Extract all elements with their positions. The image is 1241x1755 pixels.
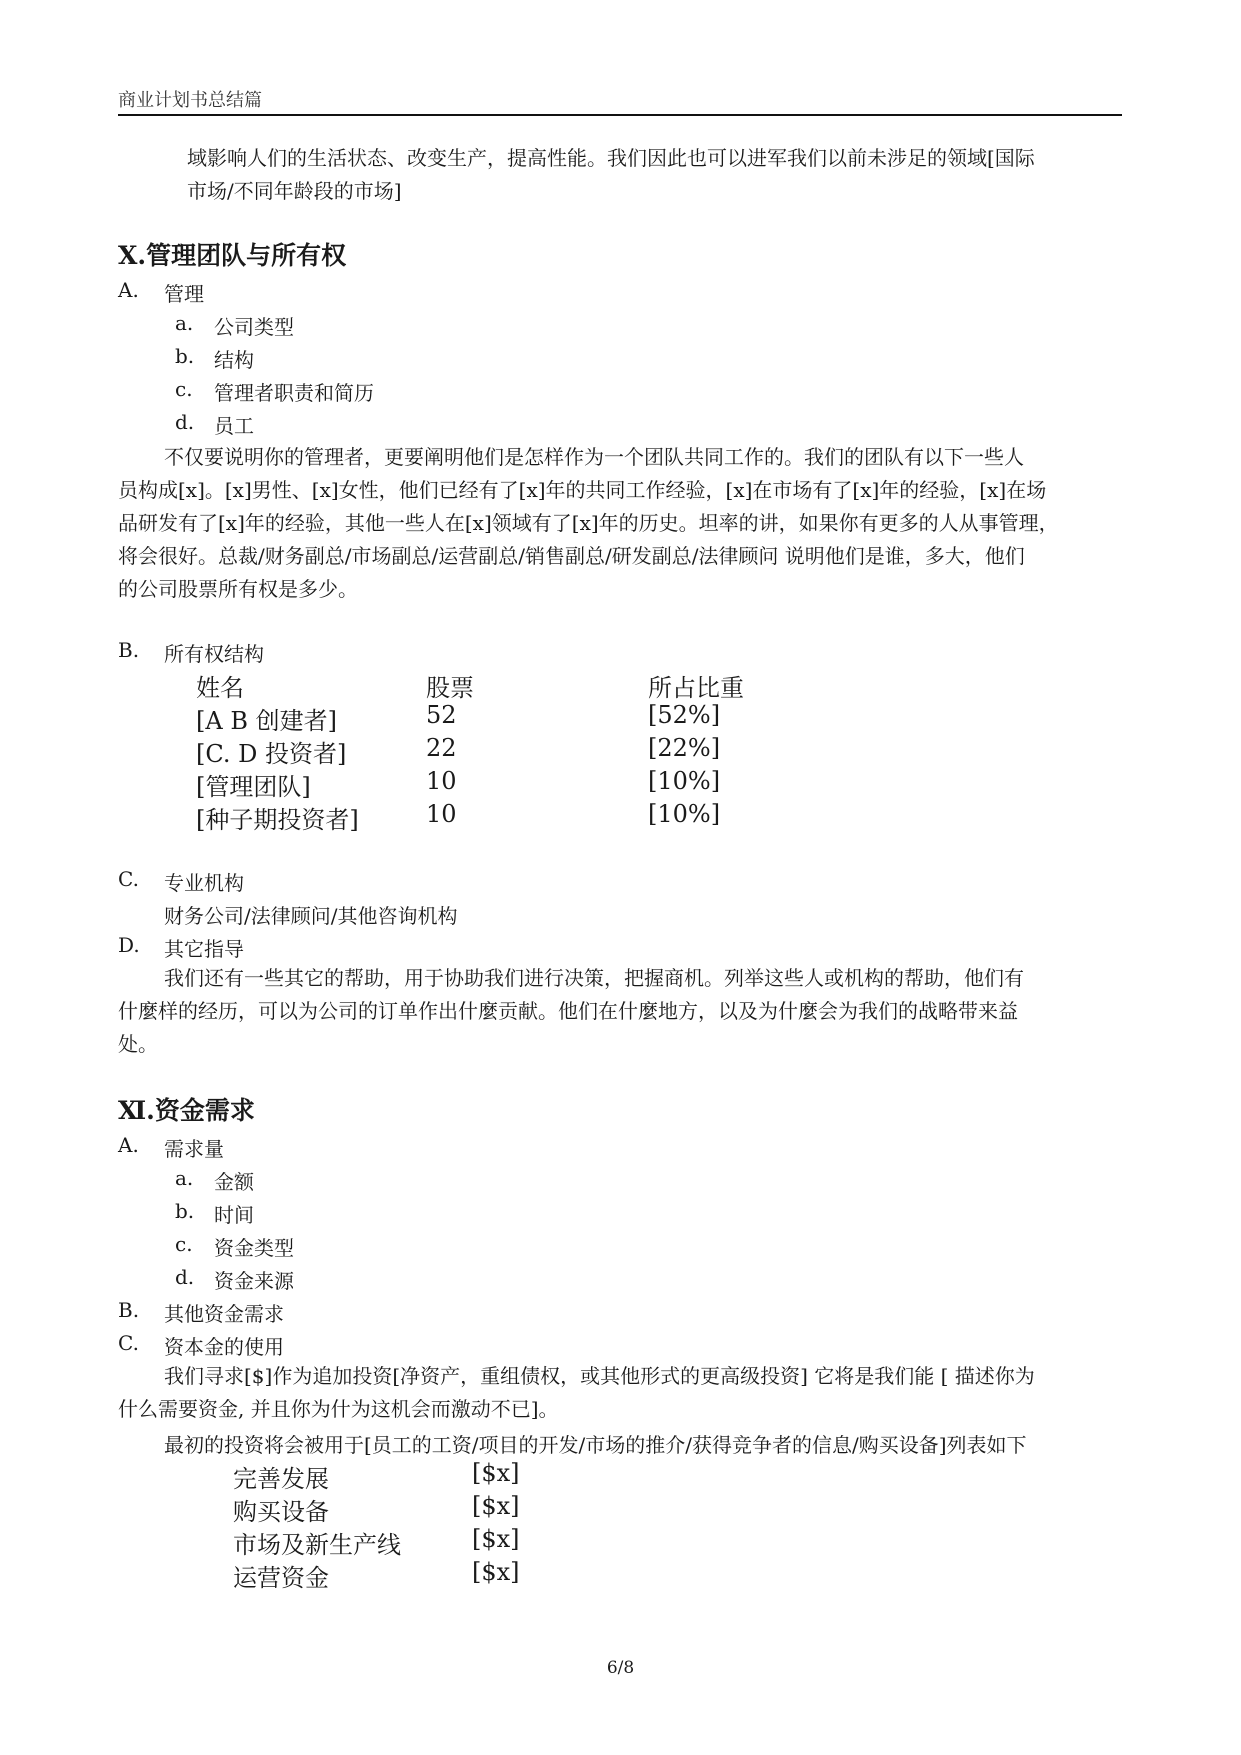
paragraph-line: 的公司股票所有权是多少。 (118, 577, 358, 601)
table-cell: 52 (426, 701, 457, 729)
table-cell: 10 (426, 767, 457, 795)
sub-item: 金额 (214, 1170, 254, 1194)
paragraph-line: 什么需要资金, 并且你为什为这机会而激动不已]。 (118, 1397, 559, 1421)
outline-label: 所有权结构 (164, 642, 264, 666)
use-amount: [$x] (472, 1525, 520, 1553)
sub-marker: b. (175, 344, 195, 368)
management-paragraph (118, 441, 1122, 606)
sub-marker: d. (175, 1265, 195, 1289)
sub-marker: c. (175, 1232, 193, 1256)
table-cell: [A B 创建者] (196, 707, 337, 735)
guidance-paragraph (118, 962, 1122, 1061)
paragraph-line: 什麼样的经历，可以为公司的订单作出什麼贡献。他们在什麼地方，以及为什麼会为我们的战略带来益 (118, 999, 1018, 1023)
sub-item: 管理者职责和简历 (214, 381, 374, 405)
table-header-name: 姓名 (196, 674, 244, 702)
header-rule (118, 114, 1122, 116)
paragraph-line: 处。 (118, 1032, 158, 1056)
use-item: 购买设备 (233, 1498, 329, 1526)
table-header-shares: 股票 (426, 674, 474, 702)
sub-item: 资金类型 (214, 1236, 294, 1260)
paragraph-line: 品研发有了[x]年的经验，其他一些人在[x]领域有了[x]年的历史。坦率的讲，如果你有更多的人从事管理， (118, 511, 1059, 535)
sub-marker: a. (175, 1166, 194, 1190)
table-cell: [管理团队] (196, 773, 311, 801)
sub-marker: c. (175, 377, 193, 401)
funding-intro: 最初的投资将会被用于[员工的工资/项目的开发/市场的推介/获得竞争者的信息/购买设备]列表如下 (164, 1433, 1027, 1457)
use-item: 市场及新生产线 (233, 1531, 401, 1559)
use-amount: [$x] (472, 1558, 520, 1586)
outline-marker: A. (118, 1133, 139, 1157)
outline-label: 资本金的使用 (164, 1335, 284, 1359)
paragraph-line: 将会很好。总裁/财务副总/市场副总/运营副总/销售副总/研发副总/法律顾问 说明他们是谁，多大，他们 (118, 544, 1025, 568)
paragraph-line: 我们寻求[$]作为追加投资[净资产，重组债权，或其他形式的更高级投资] 它将是我们能 [ 描述你为 (164, 1364, 1035, 1388)
sub-marker: d. (175, 410, 195, 434)
outline-label: 需求量 (164, 1137, 224, 1161)
sub-item: 结构 (214, 348, 254, 372)
outline-marker: A. (118, 278, 139, 302)
sub-item: 资金来源 (214, 1269, 294, 1293)
outline-label: 专业机构 (164, 871, 244, 895)
table-cell: 10 (426, 800, 457, 828)
page-number: 6/8 (606, 1658, 635, 1678)
table-cell: [52%] (648, 701, 721, 729)
section-heading: Ⅺ.资金需求 (118, 1096, 255, 1125)
sub-item: 公司类型 (214, 315, 294, 339)
outline-marker: B. (118, 1298, 140, 1322)
use-amount: [$x] (472, 1459, 520, 1487)
outline-label: 管理 (164, 282, 204, 306)
sub-item: 时间 (214, 1203, 254, 1227)
section-heading: Ⅹ.管理团队与所有权 (118, 241, 347, 270)
sub-item: 员工 (214, 414, 254, 438)
use-item: 完善发展 (233, 1465, 329, 1493)
outline-marker: C. (118, 1331, 139, 1355)
outline-marker: D. (118, 933, 140, 957)
table-cell: 22 (426, 734, 457, 762)
table-cell: [种子期投资者] (196, 806, 359, 834)
outline-label: 其它指导 (164, 937, 244, 961)
use-item: 运营资金 (233, 1564, 329, 1592)
table-cell: [22%] (648, 734, 721, 762)
paragraph-line: 我们还有一些其它的帮助，用于协助我们进行决策，把握商机。列举这些人或机构的帮助，他们有 (164, 966, 1024, 990)
use-amount: [$x] (472, 1492, 520, 1520)
table-cell: [10%] (648, 800, 721, 828)
outline-marker: B. (118, 638, 140, 662)
table-cell: [10%] (648, 767, 721, 795)
paragraph-line: 不仅要说明你的管理者，更要阐明他们是怎样作为一个团队共同工作的。我们的团队有以下一些人 (164, 445, 1024, 469)
table-header-percent: 所占比重 (648, 674, 744, 702)
outline-label: 其他资金需求 (164, 1302, 284, 1326)
continuation-line: 市场/不同年龄段的市场] (187, 179, 402, 203)
sub-marker: a. (175, 311, 194, 335)
paragraph-line: 员构成[x]。[x]男性、[x]女性，他们已经有了[x]年的共同工作经验，[x]在市场有了[x]年的经验，[x]在场 (118, 478, 1047, 502)
outline-text: 财务公司/法律顾问/其他咨询机构 (164, 904, 458, 928)
sub-marker: b. (175, 1199, 195, 1223)
table-cell: [C. D 投资者] (196, 740, 347, 768)
funding-paragraph (118, 1360, 1122, 1426)
running-header: 商业计划书总结篇 (118, 90, 262, 111)
continuation-line: 域影响人们的生活状态、改变生产，提高性能。我们因此也可以进军我们以前未涉足的领域[国际 (187, 146, 1035, 170)
outline-marker: C. (118, 867, 139, 891)
